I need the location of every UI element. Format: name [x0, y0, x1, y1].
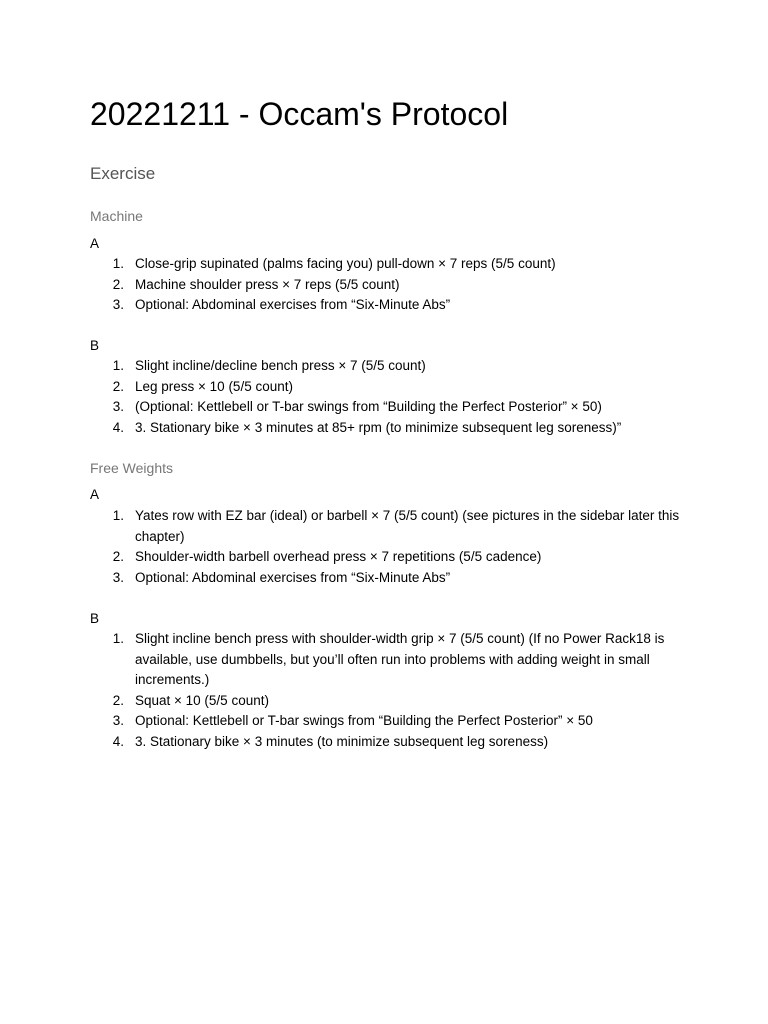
list-item: 2. Shoulder-width barbell overhead press × 7 repetitions (5/5 cadence) — [112, 549, 542, 564]
section-heading-exercise: Exercise — [90, 164, 156, 183]
exercise-list-machine-a — [90, 254, 690, 316]
list-item: 1. Slight incline/decline bench press × 7 (5/5 count) — [112, 358, 426, 373]
list-item: 3. (Optional: Kettlebell or T-bar swings from “Building the Perfect Posterior” × 50) — [112, 399, 602, 414]
list-item: 2. Leg press × 10 (5/5 count) — [112, 378, 293, 394]
list-item: 3. Optional: Kettlebell or T-bar swings from “Building the Perfect Posterior” × 50 — [112, 713, 593, 728]
group-label-machine-b: B — [90, 338, 100, 353]
exercise-list-machine-b — [90, 356, 690, 438]
list-item: 1. Yates row with EZ bar (ideal) or barbell × 7 (5/5 count) (see pictures in the sidebar later this chapter) — [112, 508, 680, 544]
list-item: 2. Squat × 10 (5/5 count) — [112, 692, 269, 708]
list-item: 3. Optional: Abdominal exercises from “Six-Minute Abs” — [112, 297, 451, 312]
subsection-heading-machine: Machine — [90, 208, 143, 224]
document-title: 20221211 - Occam's Protocol — [90, 96, 509, 132]
list-item: 2. Machine shoulder press × 7 reps (5/5 count) — [112, 276, 400, 292]
group-label-free-weights-b: B — [90, 611, 100, 626]
list-item: 1. Slight incline bench press with shoulder-width grip × 7 (5/5 count) (If no Power Rack18 is available, use dumbbells, but you’ll often run into problems with adding weight in small increments.) — [112, 631, 665, 687]
list-item: 1. Close-grip supinated (palms facing you) pull-down × 7 reps (5/5 count) — [112, 256, 556, 271]
group-label-machine-a: A — [90, 236, 100, 251]
exercise-list-free-weights-a — [90, 506, 690, 588]
list-item: 4. 3. Stationary bike × 3 minutes at 85+ rpm (to minimize subsequent leg soreness)” — [112, 419, 622, 435]
list-item: 4. 3. Stationary bike × 3 minutes (to minimize subsequent leg soreness) — [112, 733, 549, 749]
subsection-heading-free-weights: Free Weights — [90, 460, 173, 476]
group-label-free-weights-a: A — [90, 487, 100, 502]
exercise-list-free-weights-b — [90, 629, 690, 752]
list-item: 3. Optional: Abdominal exercises from “Six-Minute Abs” — [112, 569, 451, 585]
